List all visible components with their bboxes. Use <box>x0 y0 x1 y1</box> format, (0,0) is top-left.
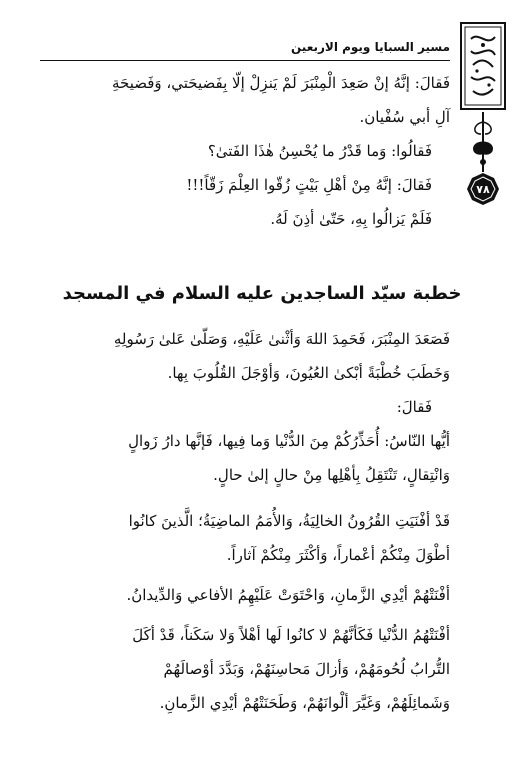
text-line: أفْنَتْهُمْ أيْدِي الزَّمانِ، وَاحْتَوَتْ عَلَيْهِمُ الأفاعي وَالدِّيدانُ. <box>126 586 450 604</box>
text-line: فَلَمْ يَزالُوا بِهِ، حَتّىٰ أذِنَ لَهُ. <box>270 210 432 228</box>
header-divider <box>40 60 450 61</box>
text-line: آلِ أبي سُفْيان. <box>359 108 450 126</box>
text-line: فَقالُوا: وَما قَدْرُ ما يُحْسِنُ هٰذَا الفَتىٰ؟ <box>207 142 432 160</box>
page-number: ٧٨ <box>476 182 490 196</box>
section-title: خطبة سيّد الساجدين عليه السلام في المسجد <box>62 283 462 304</box>
calligraphy-emblem <box>460 22 506 110</box>
text-line: أطْوَلَ مِنْكُمْ أعْماراً، وَأكْثَرَ مِنْكُمْ آثاراً. <box>226 546 450 564</box>
running-header: مسير السبايا ويوم الاربعين <box>291 40 450 54</box>
text-line: فَصَعَدَ المِنْبَرَ، فَحَمِدَ اللهَ وَأثْنىٰ عَلَيْهِ، وَصَلّىٰ عَلىٰ رَسُولِهِ <box>113 330 450 348</box>
ornament-column <box>460 22 506 202</box>
text-line: وَشَمائِلَهُمْ، وَغَيَّرَ ألْوانَهُمْ، وَطَحَنَتْهُمْ أيْدِي الزَّمانِ. <box>159 694 450 712</box>
text-line: وَخَطَبَ خُطْبَةً أبْكىٰ العُيُونَ، وَأوْجَلَ القُلُوبَ بِها. <box>167 364 450 382</box>
text-line: قَدْ أفْنَيَتِ القُرُونُ الخالِيَةُ، وَالأُمَمُ الماضِيَةُ؛ الَّذينَ كانُوا <box>128 512 450 530</box>
text-line: فَقالَ: إنَّهُ مِنْ أهْلِ بَيْتٍ زُقّوا العِلْمَ زَقّاً!!! <box>186 176 432 194</box>
text-line: أيُّها النّاسُ: أُحَذِّرُكُمْ مِنَ الدُّنْيا وَما فِيها، فَإنَّها دارُ زَوالٍ <box>128 432 450 450</box>
floral-vine-icon <box>468 112 498 172</box>
text-line: التُّرابُ لُحُومَهُمْ، وَأزالَ مَحاسِنَهُمْ، وَبَدَّدَ أوْصالَهُمْ <box>163 660 450 678</box>
page-number-badge <box>466 172 500 206</box>
text-line: أفْنَتْهُمُ الدُّنْيا فَكَأنَّهُمْ لا كانُوا لَها أهْلاً وَلا سَكَناً، قَدْ أكَلَ <box>132 626 450 644</box>
text-line: فَقالَ: إنَّهُ إنْ صَعِدَ الْمِنْبَرَ لَمْ يَنزِلْ إلّا بِفَضيحَتي، وَفَضيحَةِ <box>111 74 450 92</box>
calligraphy-emblem-icon <box>463 25 503 107</box>
text-line: وَانْتِقالٍ، تَنْتَقِلُ بِأهْلِها مِنْ حالٍ إلىٰ حالٍ. <box>213 466 450 484</box>
text-line: فَقالَ: <box>396 398 432 416</box>
